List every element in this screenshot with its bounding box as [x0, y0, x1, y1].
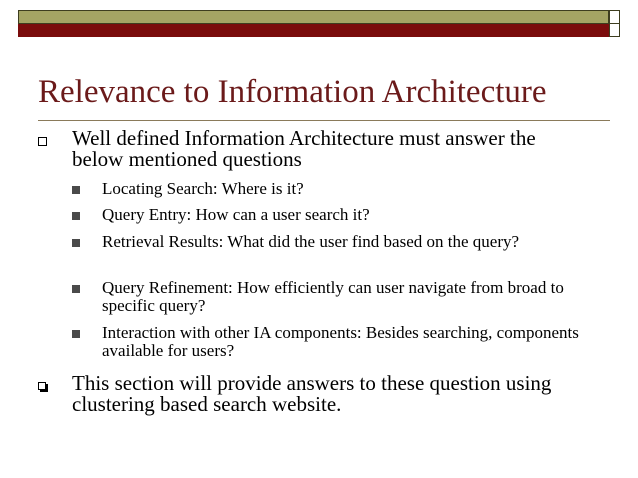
sub-bullet-text: Retrieval Results: What did the user find based on the query? [102, 232, 520, 251]
bullet-text: This section will provide answers to these question using clustering based search website. [72, 371, 552, 416]
sub-bullet-text: Query Refinement: How efficiently can user navigate from broad to specific query? [102, 278, 564, 315]
slide-title: Relevance to Information Architecture [38, 74, 547, 110]
title-divider [38, 120, 610, 121]
filled-square-bullet-icon [72, 330, 80, 338]
filled-square-bullet-icon [72, 239, 80, 247]
sub-bullet-text: Interaction with other IA components: Besides searching, components available for users? [102, 323, 579, 360]
filled-square-bullet-icon [72, 212, 80, 220]
header-band-olive [18, 10, 609, 24]
sub-bullet-text: Query Entry: How can a user search it? [102, 205, 370, 224]
header-corner-box [609, 10, 620, 24]
hollow-square-bullet-icon [38, 137, 47, 146]
bullet-text: Well defined Information Architecture must answer the below mentioned questions [72, 126, 536, 171]
filled-square-bullet-icon [72, 285, 80, 293]
filled-square-bullet-icon [72, 186, 80, 194]
header-corner-box-lower [609, 24, 620, 37]
header-band-maroon [18, 24, 609, 37]
shadowed-square-bullet-icon [38, 382, 46, 390]
sub-bullet-text: Locating Search: Where is it? [102, 179, 304, 198]
